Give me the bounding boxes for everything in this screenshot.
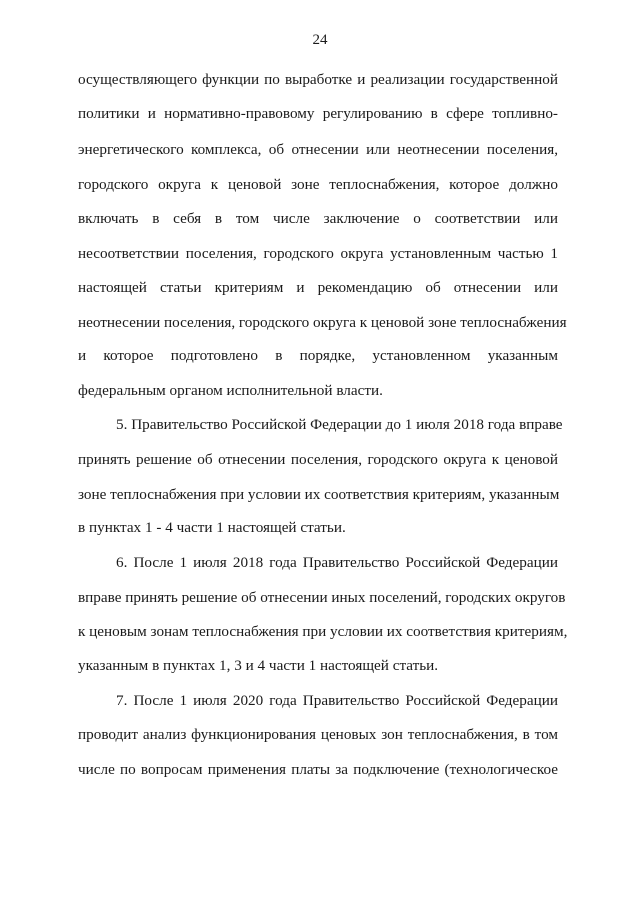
text-line: включать в себя в том числе заключение о соответствии или — [78, 210, 558, 227]
text-line: числе по вопросам применения платы за подключение (технологическое — [78, 761, 558, 778]
text-line: вправе принять решение об отнесении иных поселений, городских округов — [78, 589, 566, 606]
text-line: городского округа к ценовой зоне теплоснабжения, которое должно — [78, 176, 558, 193]
paragraph-5-first-line: 5. Правительство Российской Федерации до 1 июля 2018 года вправе — [116, 416, 563, 433]
text-line: указанным в пунктах 1, 3 и 4 части 1 настоящей статьи. — [78, 657, 439, 674]
text-line: осуществляющего функции по выработке и реализации государственной — [78, 71, 558, 88]
text-line: принять решение об отнесении поселения, городского округа к ценовой — [78, 451, 558, 468]
text-line: энергетического комплекса, об отнесении или неотнесении поселения, — [78, 141, 558, 158]
text-line: к ценовым зонам теплоснабжения при условии их соответствия критериям, — [78, 623, 568, 640]
text-line: федеральным органом исполнительной власти. — [78, 382, 383, 399]
text-line: зоне теплоснабжения при условии их соответствия критериям, указанным — [78, 486, 560, 503]
paragraph-6-first-line: 6. После 1 июля 2018 года Правительство Российской Федерации — [116, 554, 558, 571]
text-line: политики и нормативно-правовому регулированию в сфере топливно- — [78, 105, 558, 122]
page-number: 24 — [312, 32, 328, 48]
text-line: неотнесении поселения, городского округа к ценовой зоне теплоснабжения — [78, 314, 567, 331]
paragraph-7-first-line: 7. После 1 июля 2020 года Правительство Российской Федерации — [116, 692, 558, 709]
text-line: в пунктах 1 - 4 части 1 настоящей статьи. — [78, 519, 346, 536]
text-line: настоящей статьи критериям и рекомендацию об отнесении или — [78, 279, 558, 296]
text-line: и которое подготовлено в порядке, установленном указанным — [78, 347, 558, 364]
text-line: несоответствии поселения, городского округа установленным частью 1 — [78, 245, 558, 262]
text-line: проводит анализ функционирования ценовых зон теплоснабжения, в том — [78, 726, 558, 743]
